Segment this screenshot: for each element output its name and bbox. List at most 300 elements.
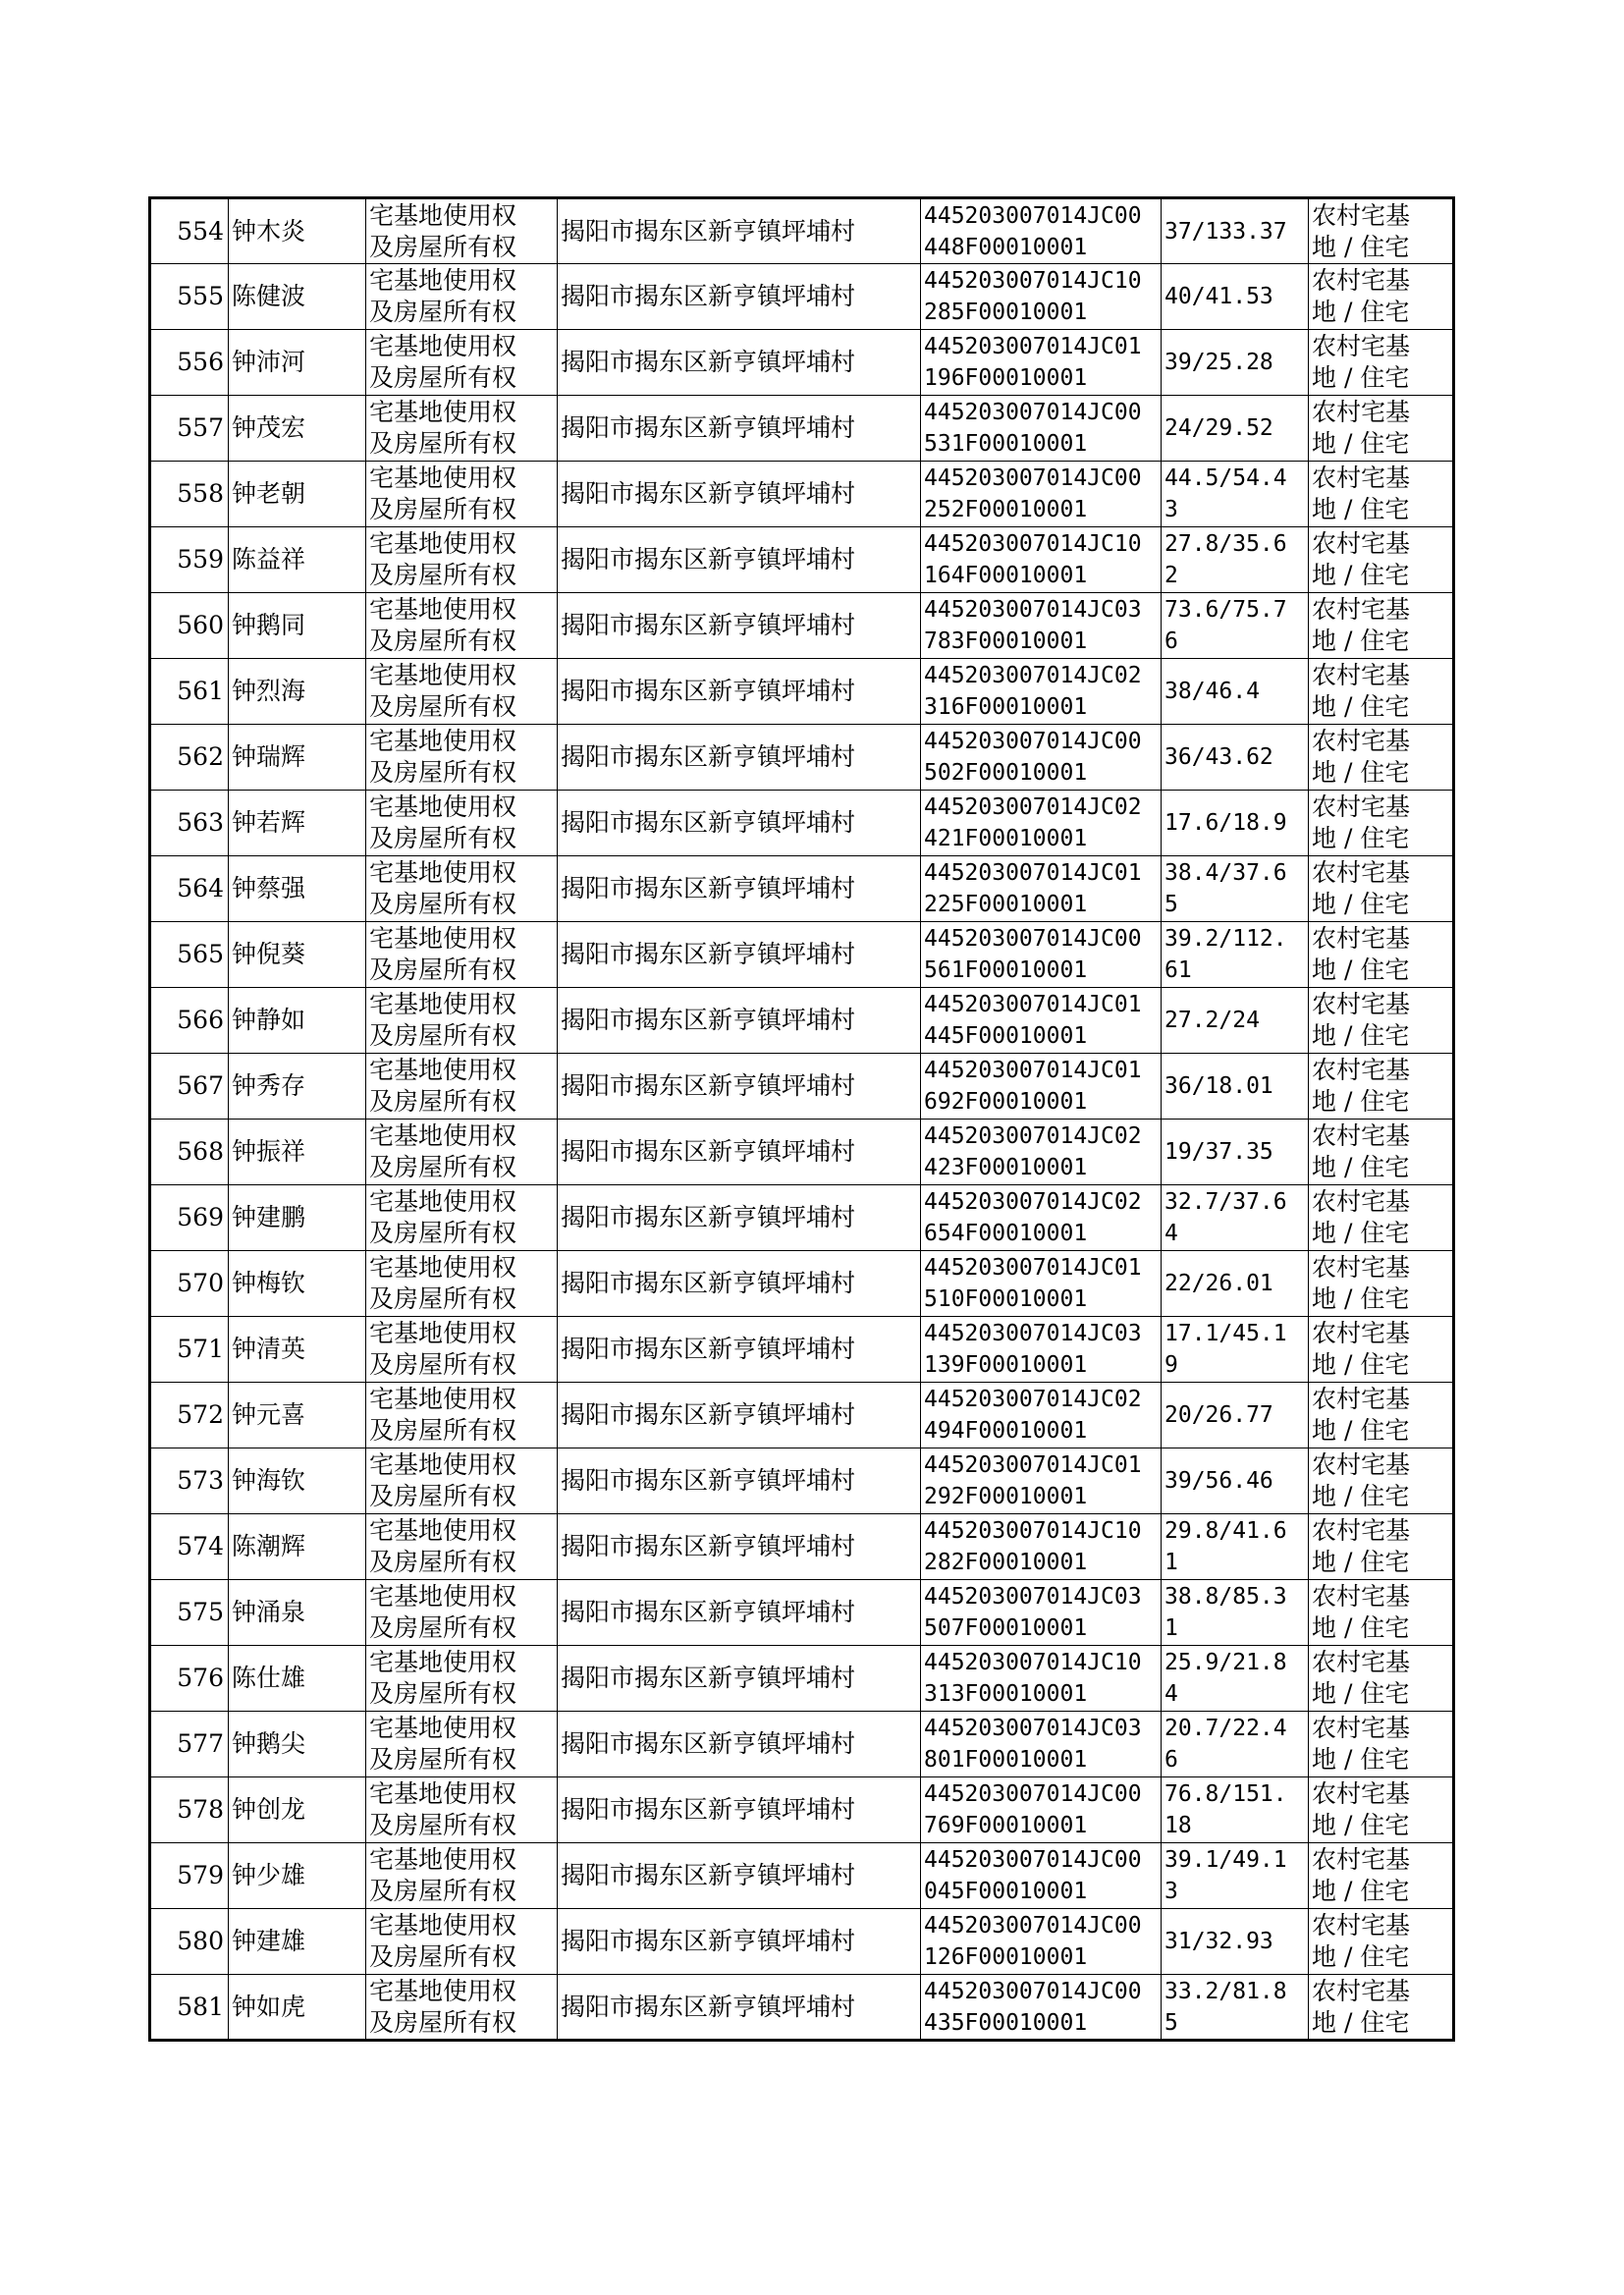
- land-use-line-1: 农村宅基: [1312, 1845, 1411, 1874]
- right-type-line-1: 宅基地使用权: [369, 858, 517, 887]
- table-row: [150, 1777, 1454, 1843]
- unit-code: [921, 198, 1162, 264]
- location: 揭阳市揭东区新亨镇坪埔村: [558, 988, 921, 1054]
- unit-code-line-1: 445203007014JC03: [924, 1716, 1142, 1741]
- owner-name: 钟沛河: [229, 330, 366, 396]
- land-use-line-2: 地 / 住宅: [1312, 1153, 1410, 1181]
- area-line-2: 5: [1164, 892, 1178, 917]
- right-type: [366, 922, 558, 988]
- land-use-line-1: 农村宅基: [1312, 792, 1411, 821]
- land-use-line-1: 农村宅基: [1312, 1911, 1411, 1940]
- unit-code-line-1: 445203007014JC00: [924, 1913, 1142, 1939]
- land-use-line-2: 地 / 住宅: [1312, 1811, 1410, 1839]
- land-use: [1309, 1383, 1454, 1448]
- land-use: [1309, 1514, 1454, 1580]
- unit-code-line-1: 445203007014JC10: [924, 1650, 1142, 1675]
- location: 揭阳市揭东区新亨镇坪埔村: [558, 330, 921, 396]
- unit-code-line-1: 445203007014JC00: [924, 400, 1142, 425]
- land-use-line-1: 农村宅基: [1312, 1319, 1411, 1347]
- unit-code-line-2: 139F00010001: [924, 1352, 1088, 1378]
- right-type-line-2: 及房屋所有权: [369, 429, 517, 458]
- land-use: [1309, 1580, 1454, 1646]
- area-line-2: 3: [1164, 497, 1178, 522]
- right-type-line-2: 及房屋所有权: [369, 1679, 517, 1708]
- right-type: [366, 1909, 558, 1975]
- right-type-line-2: 及房屋所有权: [369, 1416, 517, 1445]
- land-use: [1309, 1777, 1454, 1843]
- row-number: 574: [150, 1514, 229, 1580]
- unit-code: [921, 1251, 1162, 1317]
- row-number: 561: [150, 659, 229, 725]
- unit-code-line-2: 769F00010001: [924, 1813, 1088, 1838]
- table-row: [150, 988, 1454, 1054]
- row-number: 562: [150, 725, 229, 791]
- location: 揭阳市揭东区新亨镇坪埔村: [558, 1646, 921, 1712]
- area: [1162, 1646, 1309, 1712]
- right-type-line-2: 及房屋所有权: [369, 627, 517, 655]
- right-type: [366, 396, 558, 462]
- land-use: [1309, 1975, 1454, 2041]
- right-type-line-2: 及房屋所有权: [369, 363, 517, 392]
- area: [1162, 1514, 1309, 1580]
- land-use-line-1: 农村宅基: [1312, 1450, 1411, 1479]
- land-use-line-2: 地 / 住宅: [1312, 232, 1410, 261]
- owner-name: 钟元喜: [229, 1383, 366, 1448]
- location: 揭阳市揭东区新亨镇坪埔村: [558, 593, 921, 659]
- table-row: [150, 198, 1454, 264]
- right-type-line-2: 及房屋所有权: [369, 1745, 517, 1774]
- unit-code-line-2: 225F00010001: [924, 892, 1088, 917]
- right-type-line-2: 及房屋所有权: [369, 692, 517, 721]
- area-line-1: 73.6/75.7: [1164, 597, 1287, 623]
- right-type-line-1: 宅基地使用权: [369, 1976, 517, 2005]
- unit-code-line-2: 502F00010001: [924, 760, 1088, 786]
- row-number: 560: [150, 593, 229, 659]
- area-line-1: 39.2/112.: [1164, 926, 1287, 952]
- area: [1162, 593, 1309, 659]
- unit-code: [921, 1514, 1162, 1580]
- owner-name: 钟木炎: [229, 198, 366, 264]
- location: 揭阳市揭东区新亨镇坪埔村: [558, 1317, 921, 1383]
- table-row: [150, 1646, 1454, 1712]
- land-use-line-2: 地 / 住宅: [1312, 1679, 1410, 1708]
- unit-code: [921, 1120, 1162, 1185]
- owner-name: 陈健波: [229, 264, 366, 330]
- right-type-line-2: 及房屋所有权: [369, 956, 517, 984]
- right-type-line-1: 宅基地使用权: [369, 1121, 517, 1150]
- area-line-2: 9: [1164, 1352, 1178, 1378]
- land-use-line-1: 农村宅基: [1312, 1582, 1411, 1611]
- location: 揭阳市揭东区新亨镇坪埔村: [558, 1054, 921, 1120]
- land-use-line-2: 地 / 住宅: [1312, 2007, 1410, 2037]
- land-use-line-2: 地 / 住宅: [1312, 1021, 1410, 1050]
- land-use-line-2: 地 / 住宅: [1312, 298, 1410, 326]
- land-use-line-2: 地 / 住宅: [1312, 1745, 1410, 1774]
- land-use: [1309, 659, 1454, 725]
- right-type-line-2: 及房屋所有权: [369, 1021, 517, 1050]
- owner-name: 钟海钦: [229, 1448, 366, 1514]
- land-use-line-2: 地 / 住宅: [1312, 1613, 1410, 1642]
- location: 揭阳市揭东区新亨镇坪埔村: [558, 1843, 921, 1909]
- land-use-line-2: 地 / 住宅: [1312, 1416, 1410, 1445]
- right-type-line-1: 宅基地使用权: [369, 990, 517, 1018]
- row-number: 565: [150, 922, 229, 988]
- area: [1162, 659, 1309, 725]
- area: [1162, 791, 1309, 856]
- location: 揭阳市揭东区新亨镇坪埔村: [558, 1120, 921, 1185]
- right-type: [366, 527, 558, 593]
- owner-name: 钟秀存: [229, 1054, 366, 1120]
- location: 揭阳市揭东区新亨镇坪埔村: [558, 791, 921, 856]
- area-line-1: 27.8/35.6: [1164, 531, 1287, 557]
- right-type-line-2: 及房屋所有权: [369, 1811, 517, 1839]
- right-type-line-1: 宅基地使用权: [369, 200, 517, 230]
- land-use: [1309, 1317, 1454, 1383]
- location: 揭阳市揭东区新亨镇坪埔村: [558, 659, 921, 725]
- table-row: [150, 1120, 1454, 1185]
- unit-code-line-2: 313F00010001: [924, 1681, 1088, 1707]
- table-row: [150, 725, 1454, 791]
- location: 揭阳市揭东区新亨镇坪埔村: [558, 725, 921, 791]
- land-use: [1309, 791, 1454, 856]
- unit-code-line-2: 561F00010001: [924, 957, 1088, 983]
- table-row: [150, 1580, 1454, 1646]
- owner-name: 钟涌泉: [229, 1580, 366, 1646]
- right-type: [366, 330, 558, 396]
- unit-code-line-1: 445203007014JC03: [924, 1321, 1142, 1346]
- location: 揭阳市揭东区新亨镇坪埔村: [558, 1448, 921, 1514]
- land-use: [1309, 1251, 1454, 1317]
- area: [1162, 1120, 1309, 1185]
- row-number: 566: [150, 988, 229, 1054]
- unit-code-line-2: 196F00010001: [924, 365, 1088, 391]
- unit-code-line-2: 435F00010001: [924, 2009, 1088, 2036]
- right-type-line-1: 宅基地使用权: [369, 1056, 517, 1084]
- land-use-line-2: 地 / 住宅: [1312, 890, 1410, 918]
- right-type-line-1: 宅基地使用权: [369, 1319, 517, 1347]
- right-type-line-2: 及房屋所有权: [369, 1284, 517, 1313]
- right-type: [366, 1251, 558, 1317]
- unit-code-line-2: 316F00010001: [924, 694, 1088, 720]
- right-type: [366, 462, 558, 527]
- land-use-line-2: 地 / 住宅: [1312, 1350, 1410, 1379]
- unit-code: [921, 1777, 1162, 1843]
- land-use: [1309, 1120, 1454, 1185]
- location: 揭阳市揭东区新亨镇坪埔村: [558, 856, 921, 922]
- area-line-1: 29.8/41.6: [1164, 1518, 1287, 1544]
- table-row: [150, 1251, 1454, 1317]
- row-number: 571: [150, 1317, 229, 1383]
- register-sheet: [148, 196, 1455, 2042]
- land-use-line-1: 农村宅基: [1312, 990, 1411, 1018]
- unit-code: [921, 462, 1162, 527]
- area: [1162, 1054, 1309, 1120]
- unit-code-line-2: 292F00010001: [924, 1484, 1088, 1509]
- unit-code-line-1: 445203007014JC10: [924, 1518, 1142, 1544]
- owner-name: 钟静如: [229, 988, 366, 1054]
- area-line-1: 24/29.52: [1164, 415, 1273, 441]
- right-type-line-2: 及房屋所有权: [369, 1482, 517, 1510]
- unit-code-line-1: 445203007014JC02: [924, 1387, 1142, 1412]
- unit-code-line-2: 252F00010001: [924, 497, 1088, 522]
- land-use-line-2: 地 / 住宅: [1312, 1482, 1410, 1510]
- unit-code-line-2: 282F00010001: [924, 1550, 1088, 1575]
- land-use-line-2: 地 / 住宅: [1312, 495, 1410, 523]
- owner-name: 钟清英: [229, 1317, 366, 1383]
- land-use-line-2: 地 / 住宅: [1312, 1284, 1410, 1313]
- unit-code-line-1: 445203007014JC01: [924, 860, 1142, 886]
- unit-code-line-2: 783F00010001: [924, 628, 1088, 654]
- location: 揭阳市揭东区新亨镇坪埔村: [558, 264, 921, 330]
- right-type: [366, 1448, 558, 1514]
- right-type-line-1: 宅基地使用权: [369, 1450, 517, 1479]
- unit-code: [921, 396, 1162, 462]
- unit-code: [921, 1712, 1162, 1777]
- unit-code: [921, 922, 1162, 988]
- area-line-2: 6: [1164, 1747, 1178, 1773]
- row-number: 569: [150, 1185, 229, 1251]
- row-number: 578: [150, 1777, 229, 1843]
- unit-code-line-1: 445203007014JC02: [924, 794, 1142, 820]
- row-number: 555: [150, 264, 229, 330]
- land-use-line-2: 地 / 住宅: [1312, 363, 1410, 392]
- land-use: [1309, 1843, 1454, 1909]
- right-type: [366, 593, 558, 659]
- right-type: [366, 659, 558, 725]
- land-use: [1309, 1054, 1454, 1120]
- area-line-1: 36/43.62: [1164, 744, 1273, 770]
- owner-name: 钟建雄: [229, 1909, 366, 1975]
- right-type-line-1: 宅基地使用权: [369, 1516, 517, 1545]
- table-row: [150, 1054, 1454, 1120]
- right-type-line-2: 及房屋所有权: [369, 1219, 517, 1247]
- area-line-2: 5: [1164, 2009, 1178, 2036]
- area-line-2: 1: [1164, 1615, 1178, 1641]
- right-type: [366, 1646, 558, 1712]
- unit-code-line-1: 445203007014JC01: [924, 1058, 1142, 1083]
- land-use-line-1: 农村宅基: [1312, 661, 1411, 689]
- table-row: [150, 856, 1454, 922]
- owner-name: 钟瑞辉: [229, 725, 366, 791]
- right-type-line-1: 宅基地使用权: [369, 727, 517, 755]
- area: [1162, 1251, 1309, 1317]
- area-line-1: 76.8/151.: [1164, 1781, 1287, 1807]
- location: 揭阳市揭东区新亨镇坪埔村: [558, 527, 921, 593]
- row-number: 567: [150, 1054, 229, 1120]
- unit-code-line-1: 445203007014JC02: [924, 1189, 1142, 1215]
- right-type-line-1: 宅基地使用权: [369, 529, 517, 558]
- land-use-line-2: 地 / 住宅: [1312, 1548, 1410, 1576]
- row-number: 581: [150, 1975, 229, 2041]
- right-type: [366, 856, 558, 922]
- right-type-line-2: 及房屋所有权: [369, 1613, 517, 1642]
- owner-name: 钟鹅同: [229, 593, 366, 659]
- unit-code-line-1: 445203007014JC10: [924, 268, 1142, 294]
- area-line-1: 44.5/54.4: [1164, 465, 1287, 491]
- land-use: [1309, 725, 1454, 791]
- land-use-line-2: 地 / 住宅: [1312, 561, 1410, 589]
- area-line-1: 32.7/37.6: [1164, 1189, 1287, 1215]
- area: [1162, 1712, 1309, 1777]
- area: [1162, 1383, 1309, 1448]
- row-number: 563: [150, 791, 229, 856]
- right-type-line-1: 宅基地使用权: [369, 595, 517, 624]
- area: [1162, 330, 1309, 396]
- table-row: [150, 593, 1454, 659]
- unit-code-line-1: 445203007014JC00: [924, 1978, 1142, 2004]
- area: [1162, 1185, 1309, 1251]
- unit-code-line-1: 445203007014JC00: [924, 1847, 1142, 1873]
- land-use: [1309, 198, 1454, 264]
- right-type-line-1: 宅基地使用权: [369, 1187, 517, 1216]
- right-type-line-2: 及房屋所有权: [369, 232, 517, 261]
- right-type-line-2: 及房屋所有权: [369, 890, 517, 918]
- area: [1162, 1843, 1309, 1909]
- land-use-line-1: 农村宅基: [1312, 266, 1411, 295]
- row-number: 573: [150, 1448, 229, 1514]
- owner-name: 钟鹅尖: [229, 1712, 366, 1777]
- right-type-line-2: 及房屋所有权: [369, 495, 517, 523]
- unit-code: [921, 1909, 1162, 1975]
- unit-code-line-1: 445203007014JC01: [924, 1255, 1142, 1281]
- right-type-line-1: 宅基地使用权: [369, 924, 517, 953]
- land-use-line-2: 地 / 住宅: [1312, 692, 1410, 721]
- unit-code-line-1: 445203007014JC01: [924, 1452, 1142, 1478]
- table-row: [150, 264, 1454, 330]
- register-rows: [150, 198, 1454, 2041]
- right-type: [366, 988, 558, 1054]
- right-type: [366, 198, 558, 264]
- unit-code: [921, 1646, 1162, 1712]
- area-line-1: 38.4/37.6: [1164, 860, 1287, 886]
- unit-code-line-2: 507F00010001: [924, 1615, 1088, 1641]
- row-number: 554: [150, 198, 229, 264]
- land-use: [1309, 330, 1454, 396]
- land-use: [1309, 462, 1454, 527]
- unit-code-line-2: 421F00010001: [924, 826, 1088, 851]
- row-number: 559: [150, 527, 229, 593]
- land-use-line-1: 农村宅基: [1312, 1056, 1411, 1084]
- area: [1162, 856, 1309, 922]
- unit-code-line-1: 445203007014JC00: [924, 1781, 1142, 1807]
- area-line-1: 39.1/49.1: [1164, 1847, 1287, 1873]
- owner-name: 钟振祥: [229, 1120, 366, 1185]
- row-number: 580: [150, 1909, 229, 1975]
- land-use-line-1: 农村宅基: [1312, 464, 1411, 492]
- land-use-line-2: 地 / 住宅: [1312, 627, 1410, 655]
- right-type-line-2: 及房屋所有权: [369, 1942, 517, 1971]
- unit-code-line-2: 448F00010001: [924, 234, 1088, 260]
- table-row: [150, 396, 1454, 462]
- unit-code-line-2: 531F00010001: [924, 431, 1088, 457]
- land-use-line-2: 地 / 住宅: [1312, 1877, 1410, 1905]
- land-use-line-1: 农村宅基: [1312, 1385, 1411, 1413]
- land-use: [1309, 1712, 1454, 1777]
- land-use: [1309, 1448, 1454, 1514]
- area-line-1: 39/56.46: [1164, 1468, 1273, 1494]
- area: [1162, 264, 1309, 330]
- owner-name: 钟创龙: [229, 1777, 366, 1843]
- right-type-line-2: 及房屋所有权: [369, 1350, 517, 1379]
- area: [1162, 198, 1309, 264]
- area-line-1: 40/41.53: [1164, 284, 1273, 309]
- area-line-2: 18: [1164, 1813, 1192, 1838]
- table-row: [150, 1712, 1454, 1777]
- area: [1162, 462, 1309, 527]
- unit-code: [921, 264, 1162, 330]
- land-use-line-1: 农村宅基: [1312, 1253, 1411, 1282]
- unit-code-line-1: 445203007014JC03: [924, 597, 1142, 623]
- right-type-line-2: 及房屋所有权: [369, 1877, 517, 1905]
- land-use-line-1: 农村宅基: [1312, 529, 1411, 558]
- owner-name: 陈潮辉: [229, 1514, 366, 1580]
- land-use-line-2: 地 / 住宅: [1312, 824, 1410, 852]
- table-row: [150, 462, 1454, 527]
- unit-code-line-1: 445203007014JC02: [924, 663, 1142, 688]
- right-type-line-1: 宅基地使用权: [369, 1911, 517, 1940]
- land-use-line-2: 地 / 住宅: [1312, 956, 1410, 984]
- area-line-1: 31/32.93: [1164, 1929, 1273, 1954]
- row-number: 575: [150, 1580, 229, 1646]
- location: 揭阳市揭东区新亨镇坪埔村: [558, 922, 921, 988]
- unit-code-line-2: 494F00010001: [924, 1418, 1088, 1444]
- right-type-line-1: 宅基地使用权: [369, 1845, 517, 1874]
- land-use-line-1: 农村宅基: [1312, 1648, 1411, 1676]
- area-line-2: 4: [1164, 1221, 1178, 1246]
- area-line-2: 2: [1164, 563, 1178, 588]
- unit-code-line-2: 045F00010001: [924, 1879, 1088, 1904]
- land-use-line-1: 农村宅基: [1312, 398, 1411, 426]
- row-number: 568: [150, 1120, 229, 1185]
- row-number: 570: [150, 1251, 229, 1317]
- right-type: [366, 264, 558, 330]
- area-line-2: 61: [1164, 957, 1192, 983]
- area-line-1: 17.1/45.1: [1164, 1321, 1287, 1346]
- right-type: [366, 1777, 558, 1843]
- area: [1162, 922, 1309, 988]
- area-line-1: 38.8/85.3: [1164, 1584, 1287, 1610]
- right-type-line-1: 宅基地使用权: [369, 332, 517, 360]
- land-use: [1309, 264, 1454, 330]
- table-row: [150, 330, 1454, 396]
- owner-name: 钟建鹏: [229, 1185, 366, 1251]
- area-line-2: 6: [1164, 628, 1178, 654]
- unit-code-line-2: 801F00010001: [924, 1747, 1088, 1773]
- land-use-line-1: 农村宅基: [1312, 858, 1411, 887]
- area: [1162, 1317, 1309, 1383]
- location: 揭阳市揭东区新亨镇坪埔村: [558, 1383, 921, 1448]
- owner-name: 钟梅钦: [229, 1251, 366, 1317]
- right-type-line-1: 宅基地使用权: [369, 661, 517, 689]
- right-type: [366, 1514, 558, 1580]
- unit-code: [921, 1317, 1162, 1383]
- land-use-line-2: 地 / 住宅: [1312, 1219, 1410, 1247]
- area-line-1: 20/26.77: [1164, 1402, 1273, 1428]
- unit-code: [921, 1185, 1162, 1251]
- area: [1162, 725, 1309, 791]
- land-use-line-2: 地 / 住宅: [1312, 1087, 1410, 1116]
- land-use-line-1: 农村宅基: [1312, 1187, 1411, 1216]
- land-use: [1309, 988, 1454, 1054]
- area-line-2: 3: [1164, 1879, 1178, 1904]
- land-use-line-1: 农村宅基: [1312, 924, 1411, 953]
- unit-code: [921, 1054, 1162, 1120]
- right-type: [366, 725, 558, 791]
- unit-code: [921, 527, 1162, 593]
- right-type: [366, 791, 558, 856]
- unit-code-line-1: 445203007014JC00: [924, 729, 1142, 754]
- location: 揭阳市揭东区新亨镇坪埔村: [558, 1514, 921, 1580]
